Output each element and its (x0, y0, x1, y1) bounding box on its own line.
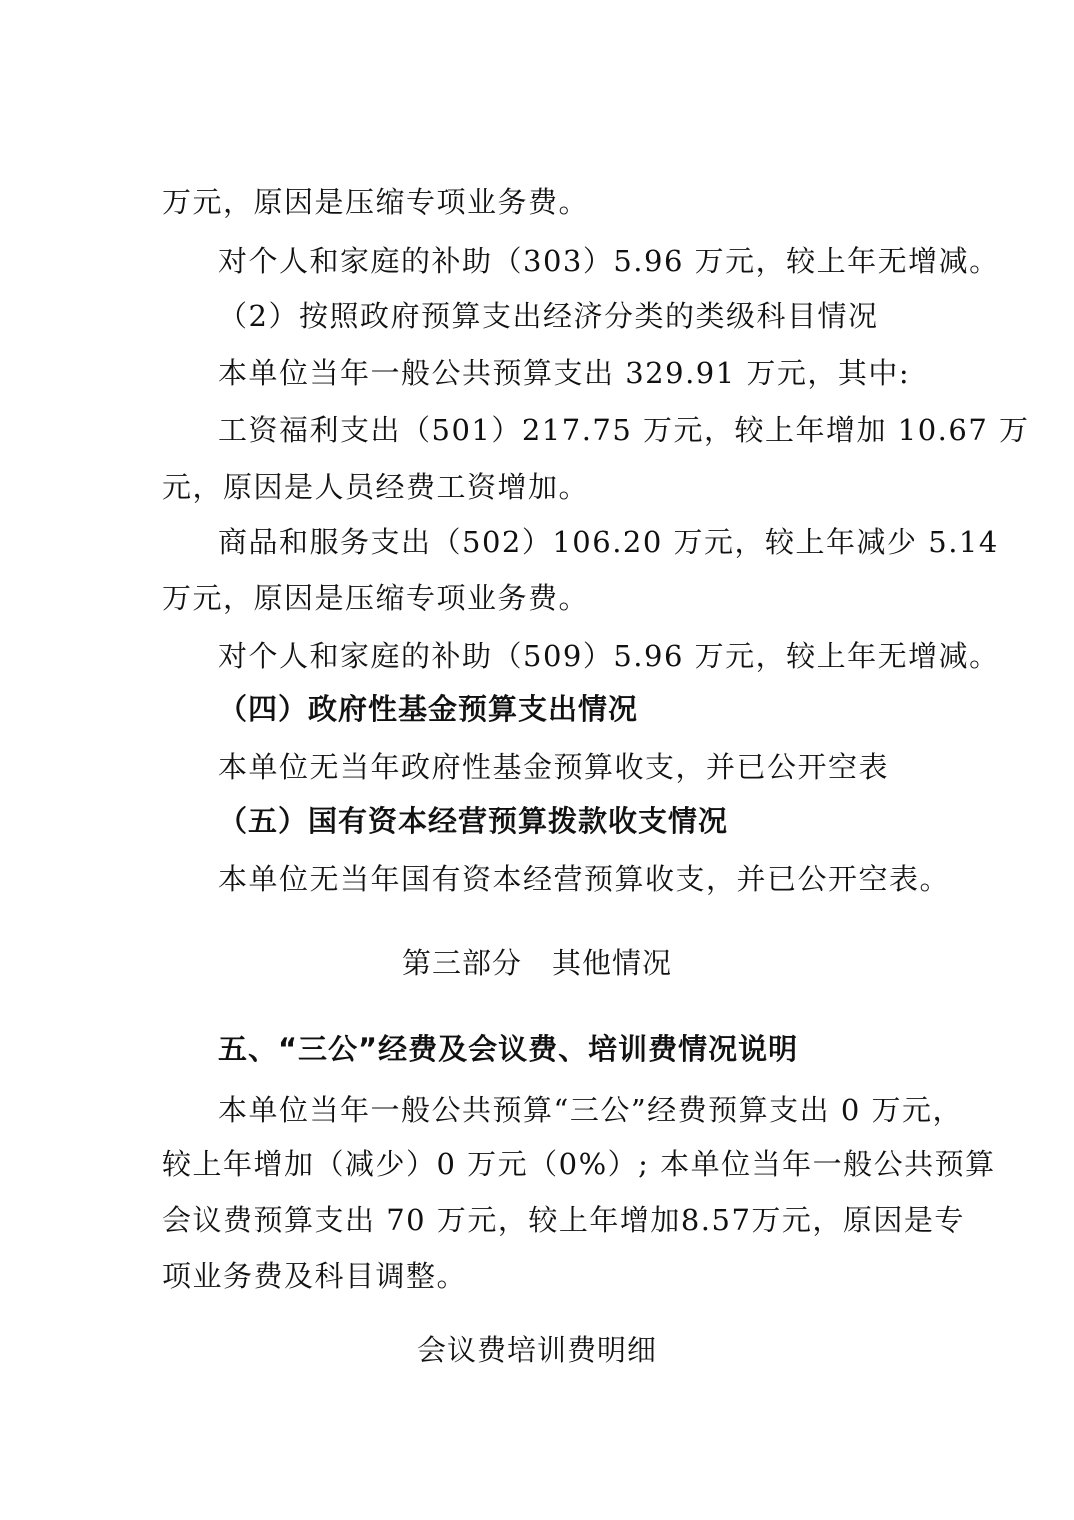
part-title: 第三部分 其他情况 (401, 946, 672, 980)
paragraph-line: 商品和服务支出（502）106.20 万元，较上年减少 5.14 (218, 525, 999, 559)
paragraph-line: 元，原因是人员经费工资增加。 (162, 470, 590, 504)
subsection-title: 会议费培训费明细 (416, 1333, 657, 1367)
paragraph-line: 对个人和家庭的补助（509）5.96 万元，较上年无增减。 (218, 639, 1000, 673)
paragraph-line: （2）按照政府预算支出经济分类的类级科目情况 (218, 299, 879, 333)
paragraph-line: 本单位当年一般公共预算“三公”经费预算支出 0 万元， (218, 1093, 964, 1127)
paragraph-line: 工资福利支出（501）217.75 万元，较上年增加 10.67 万 (218, 413, 1030, 447)
section-heading: （四）政府性基金预算支出情况 (218, 692, 639, 726)
paragraph-line: 本单位无当年国有资本经营预算收支，并已公开空表。 (218, 862, 951, 896)
paragraph-line: 项业务费及科目调整。 (162, 1259, 468, 1293)
paragraph-line: 较上年增加（减少）0 万元（0%）; 本单位当年一般公共预算 (162, 1147, 996, 1181)
section-heading: 五、“三公”经费及会议费、培训费情况说明 (218, 1032, 799, 1066)
paragraph-line: 对个人和家庭的补助（303）5.96 万元，较上年无增减。 (218, 244, 1000, 278)
section-heading: （五）国有资本经营预算拨款收支情况 (218, 804, 729, 838)
paragraph-line: 万元，原因是压缩专项业务费。 (162, 185, 590, 219)
paragraph-line: 本单位无当年政府性基金预算收支，并已公开空表 (218, 750, 890, 784)
paragraph-line: 会议费预算支出 70 万元，较上年增加8.57万元，原因是专 (162, 1203, 965, 1237)
paragraph-line: 万元，原因是压缩专项业务费。 (162, 581, 590, 615)
paragraph-line: 本单位当年一般公共预算支出 329.91 万元，其中: (218, 356, 911, 390)
